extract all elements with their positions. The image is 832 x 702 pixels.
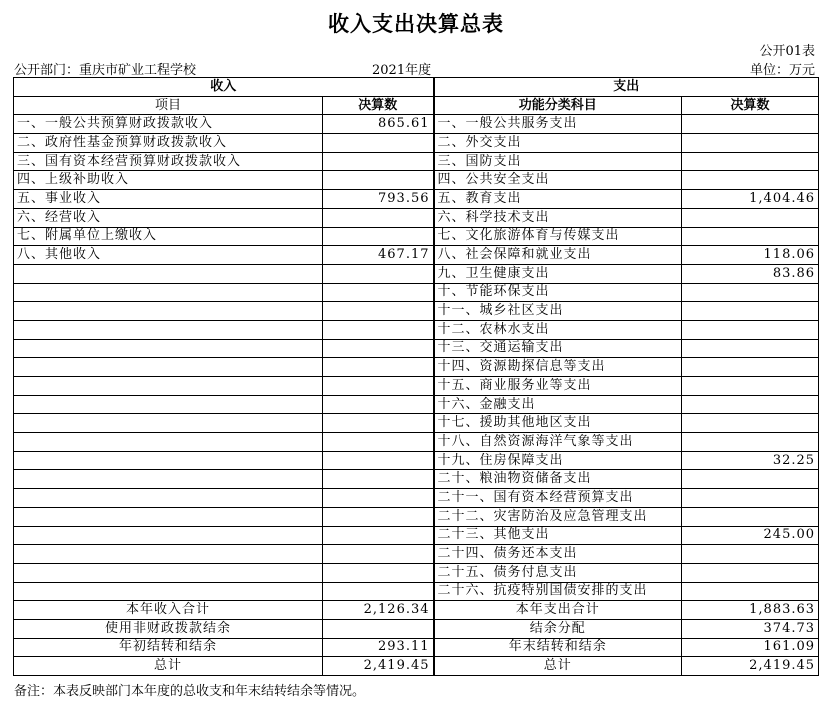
income-amount (323, 339, 434, 358)
expense-item-label: 二、外交支出 (434, 134, 682, 153)
income-amount: 793.56 (323, 190, 434, 209)
table-row (14, 507, 819, 526)
expense-item-label: 十三、交通运输支出 (434, 339, 682, 358)
expense-amount: 1,404.46 (682, 190, 819, 209)
expense-amount (682, 433, 819, 452)
income-item-label (14, 339, 323, 358)
table-row (14, 227, 819, 246)
table-row (14, 526, 819, 545)
income-item-label (14, 414, 323, 433)
expense-item-label: 二十三、其他支出 (434, 526, 682, 545)
expense-amount (682, 582, 819, 601)
expense-item-label: 二十二、灾害防治及应急管理支出 (434, 507, 682, 526)
income-amount (323, 283, 434, 302)
table-row (14, 358, 819, 377)
expense-amount (682, 283, 819, 302)
column-header-row (14, 96, 819, 115)
income-item-label: 一、一般公共预算财政拨款收入 (14, 115, 323, 134)
expense-amount (682, 208, 819, 227)
table-row (14, 283, 819, 302)
table-row (14, 208, 819, 227)
expense-amount (682, 339, 819, 358)
expense-amount: 32.25 (682, 451, 819, 470)
table-row (14, 582, 819, 601)
expense-amount (682, 171, 819, 190)
income-amount (323, 526, 434, 545)
table-row (14, 489, 819, 508)
income-amount (323, 619, 434, 638)
total-row (14, 601, 819, 620)
expense-amount (682, 545, 819, 564)
table-row (14, 190, 819, 209)
table-row (14, 377, 819, 396)
table-row (14, 433, 819, 452)
expense-amount (682, 507, 819, 526)
expense-amount: 2,419.45 (682, 657, 819, 676)
footnote: 备注：本表反映部门本年度的总收支和年末结转结余等情况。 (14, 684, 366, 699)
income-amount (323, 134, 434, 153)
income-item-label (14, 433, 323, 452)
income-amount (323, 470, 434, 489)
expense-item-label: 六、科学技术支出 (434, 208, 682, 227)
expense-item-label: 三、国防支出 (434, 152, 682, 171)
fiscal-year: 2021年度 (372, 63, 432, 78)
income-amount (323, 302, 434, 321)
income-item-label: 使用非财政拨款结余 (14, 619, 323, 638)
expense-amount (682, 358, 819, 377)
table-row (14, 320, 819, 339)
expense-item-label: 二十四、债务还本支出 (434, 545, 682, 564)
expense-item-label: 七、文化旅游体育与传媒支出 (434, 227, 682, 246)
expense-item-label: 二十六、抗疫特别国债安排的支出 (434, 582, 682, 601)
expense-amount (682, 414, 819, 433)
income-amount: 2,126.34 (323, 601, 434, 620)
income-amount (323, 377, 434, 396)
income-item-label (14, 302, 323, 321)
expense-amount: 1,883.63 (682, 601, 819, 620)
income-item-label (14, 358, 323, 377)
function-category-column-header: 功能分类科目 (434, 96, 682, 115)
income-item-label (14, 320, 323, 339)
expense-amount (682, 489, 819, 508)
expense-item-label: 本年支出合计 (434, 601, 682, 620)
expense-item-label: 五、教育支出 (434, 190, 682, 209)
expense-item-label: 十六、金融支出 (434, 395, 682, 414)
expense-amount: 161.09 (682, 638, 819, 657)
section-header-row (14, 78, 819, 97)
expense-amount (682, 320, 819, 339)
income-section-header: 收入 (14, 78, 434, 97)
income-item-label: 二、政府性基金预算财政拨款收入 (14, 134, 323, 153)
income-item-label: 六、经营收入 (14, 208, 323, 227)
income-amount: 865.61 (323, 115, 434, 134)
income-item-label (14, 526, 323, 545)
table-row (14, 302, 819, 321)
income-item-label (14, 470, 323, 489)
expense-item-label: 年末结转和结余 (434, 638, 682, 657)
income-amount (323, 507, 434, 526)
income-item-label (14, 563, 323, 582)
income-item-label: 五、事业收入 (14, 190, 323, 209)
income-amount (323, 171, 434, 190)
table-row (14, 470, 819, 489)
income-item-label (14, 545, 323, 564)
expense-item-label: 十四、资源勘探信息等支出 (434, 358, 682, 377)
income-item-label: 总计 (14, 657, 323, 676)
income-item-label: 三、国有资本经营预算财政拨款收入 (14, 152, 323, 171)
expense-item-label: 八、社会保障和就业支出 (434, 246, 682, 265)
table-row (14, 171, 819, 190)
expense-amount-column-header: 决算数 (682, 96, 819, 115)
expense-item-label: 九、卫生健康支出 (434, 264, 682, 283)
total-row (14, 657, 819, 676)
income-item-label (14, 582, 323, 601)
income-amount (323, 395, 434, 414)
income-amount (323, 208, 434, 227)
income-item-label: 七、附属单位上缴收入 (14, 227, 323, 246)
table-row (14, 115, 819, 134)
expense-item-label: 四、公共安全支出 (434, 171, 682, 190)
income-item-label: 八、其他收入 (14, 246, 323, 265)
income-item-label (14, 489, 323, 508)
expense-amount (682, 470, 819, 489)
expense-amount (682, 134, 819, 153)
income-amount (323, 358, 434, 377)
expense-amount: 118.06 (682, 246, 819, 265)
expense-amount (682, 152, 819, 171)
income-amount (323, 264, 434, 283)
expense-amount (682, 377, 819, 396)
income-item-label (14, 507, 323, 526)
expense-item-label: 总计 (434, 657, 682, 676)
income-amount (323, 563, 434, 582)
income-amount (323, 320, 434, 339)
income-amount (323, 582, 434, 601)
item-column-header: 项目 (14, 96, 323, 115)
income-item-label: 本年收入合计 (14, 601, 323, 620)
table-row (14, 451, 819, 470)
table-row (14, 545, 819, 564)
expense-amount: 374.73 (682, 619, 819, 638)
table-row (14, 134, 819, 153)
income-item-label: 年初结转和结余 (14, 638, 323, 657)
table-row (14, 339, 819, 358)
expense-item-label: 二十五、债务付息支出 (434, 563, 682, 582)
expense-item-label: 十一、城乡社区支出 (434, 302, 682, 321)
income-amount (323, 451, 434, 470)
table-row (14, 264, 819, 283)
income-amount (323, 433, 434, 452)
unit-label: 单位：万元 (749, 63, 815, 78)
expense-amount: 245.00 (682, 526, 819, 545)
income-amount (323, 545, 434, 564)
expense-amount (682, 115, 819, 134)
expense-item-label: 十八、自然资源海洋气象等支出 (434, 433, 682, 452)
expense-item-label: 二十、粮油物资储备支出 (434, 470, 682, 489)
income-amount: 293.11 (323, 638, 434, 657)
expense-amount (682, 563, 819, 582)
expense-item-label: 二十一、国有资本经营预算支出 (434, 489, 682, 508)
total-row (14, 638, 819, 657)
expense-item-label: 十五、商业服务业等支出 (434, 377, 682, 396)
income-item-label (14, 283, 323, 302)
form-number: 公开01表 (759, 44, 815, 59)
income-amount (323, 152, 434, 171)
expense-amount: 83.86 (682, 264, 819, 283)
income-amount: 2,419.45 (323, 657, 434, 676)
income-expense-table (13, 77, 819, 676)
income-amount (323, 489, 434, 508)
expense-section-header: 支出 (434, 78, 819, 97)
expense-amount (682, 227, 819, 246)
income-item-label (14, 264, 323, 283)
expense-amount (682, 395, 819, 414)
department-label: 公开部门：重庆市矿业工程学校 (14, 63, 197, 78)
table-row (14, 395, 819, 414)
income-amount: 467.17 (323, 246, 434, 265)
expense-amount (682, 302, 819, 321)
income-item-label (14, 451, 323, 470)
table-row (14, 152, 819, 171)
expense-item-label: 十七、援助其他地区支出 (434, 414, 682, 433)
income-item-label (14, 395, 323, 414)
income-amount-column-header: 决算数 (323, 96, 434, 115)
expense-item-label: 结余分配 (434, 619, 682, 638)
expense-item-label: 十二、农林水支出 (434, 320, 682, 339)
income-amount (323, 414, 434, 433)
table-row (14, 563, 819, 582)
expense-item-label: 一、一般公共服务支出 (434, 115, 682, 134)
table-row (14, 414, 819, 433)
total-row (14, 619, 819, 638)
expense-item-label: 十、节能环保支出 (434, 283, 682, 302)
income-item-label: 四、上级补助收入 (14, 171, 323, 190)
report-title: 收入支出决算总表 (328, 12, 504, 36)
income-amount (323, 227, 434, 246)
income-item-label (14, 377, 323, 396)
table-row (14, 246, 819, 265)
expense-item-label: 十九、住房保障支出 (434, 451, 682, 470)
